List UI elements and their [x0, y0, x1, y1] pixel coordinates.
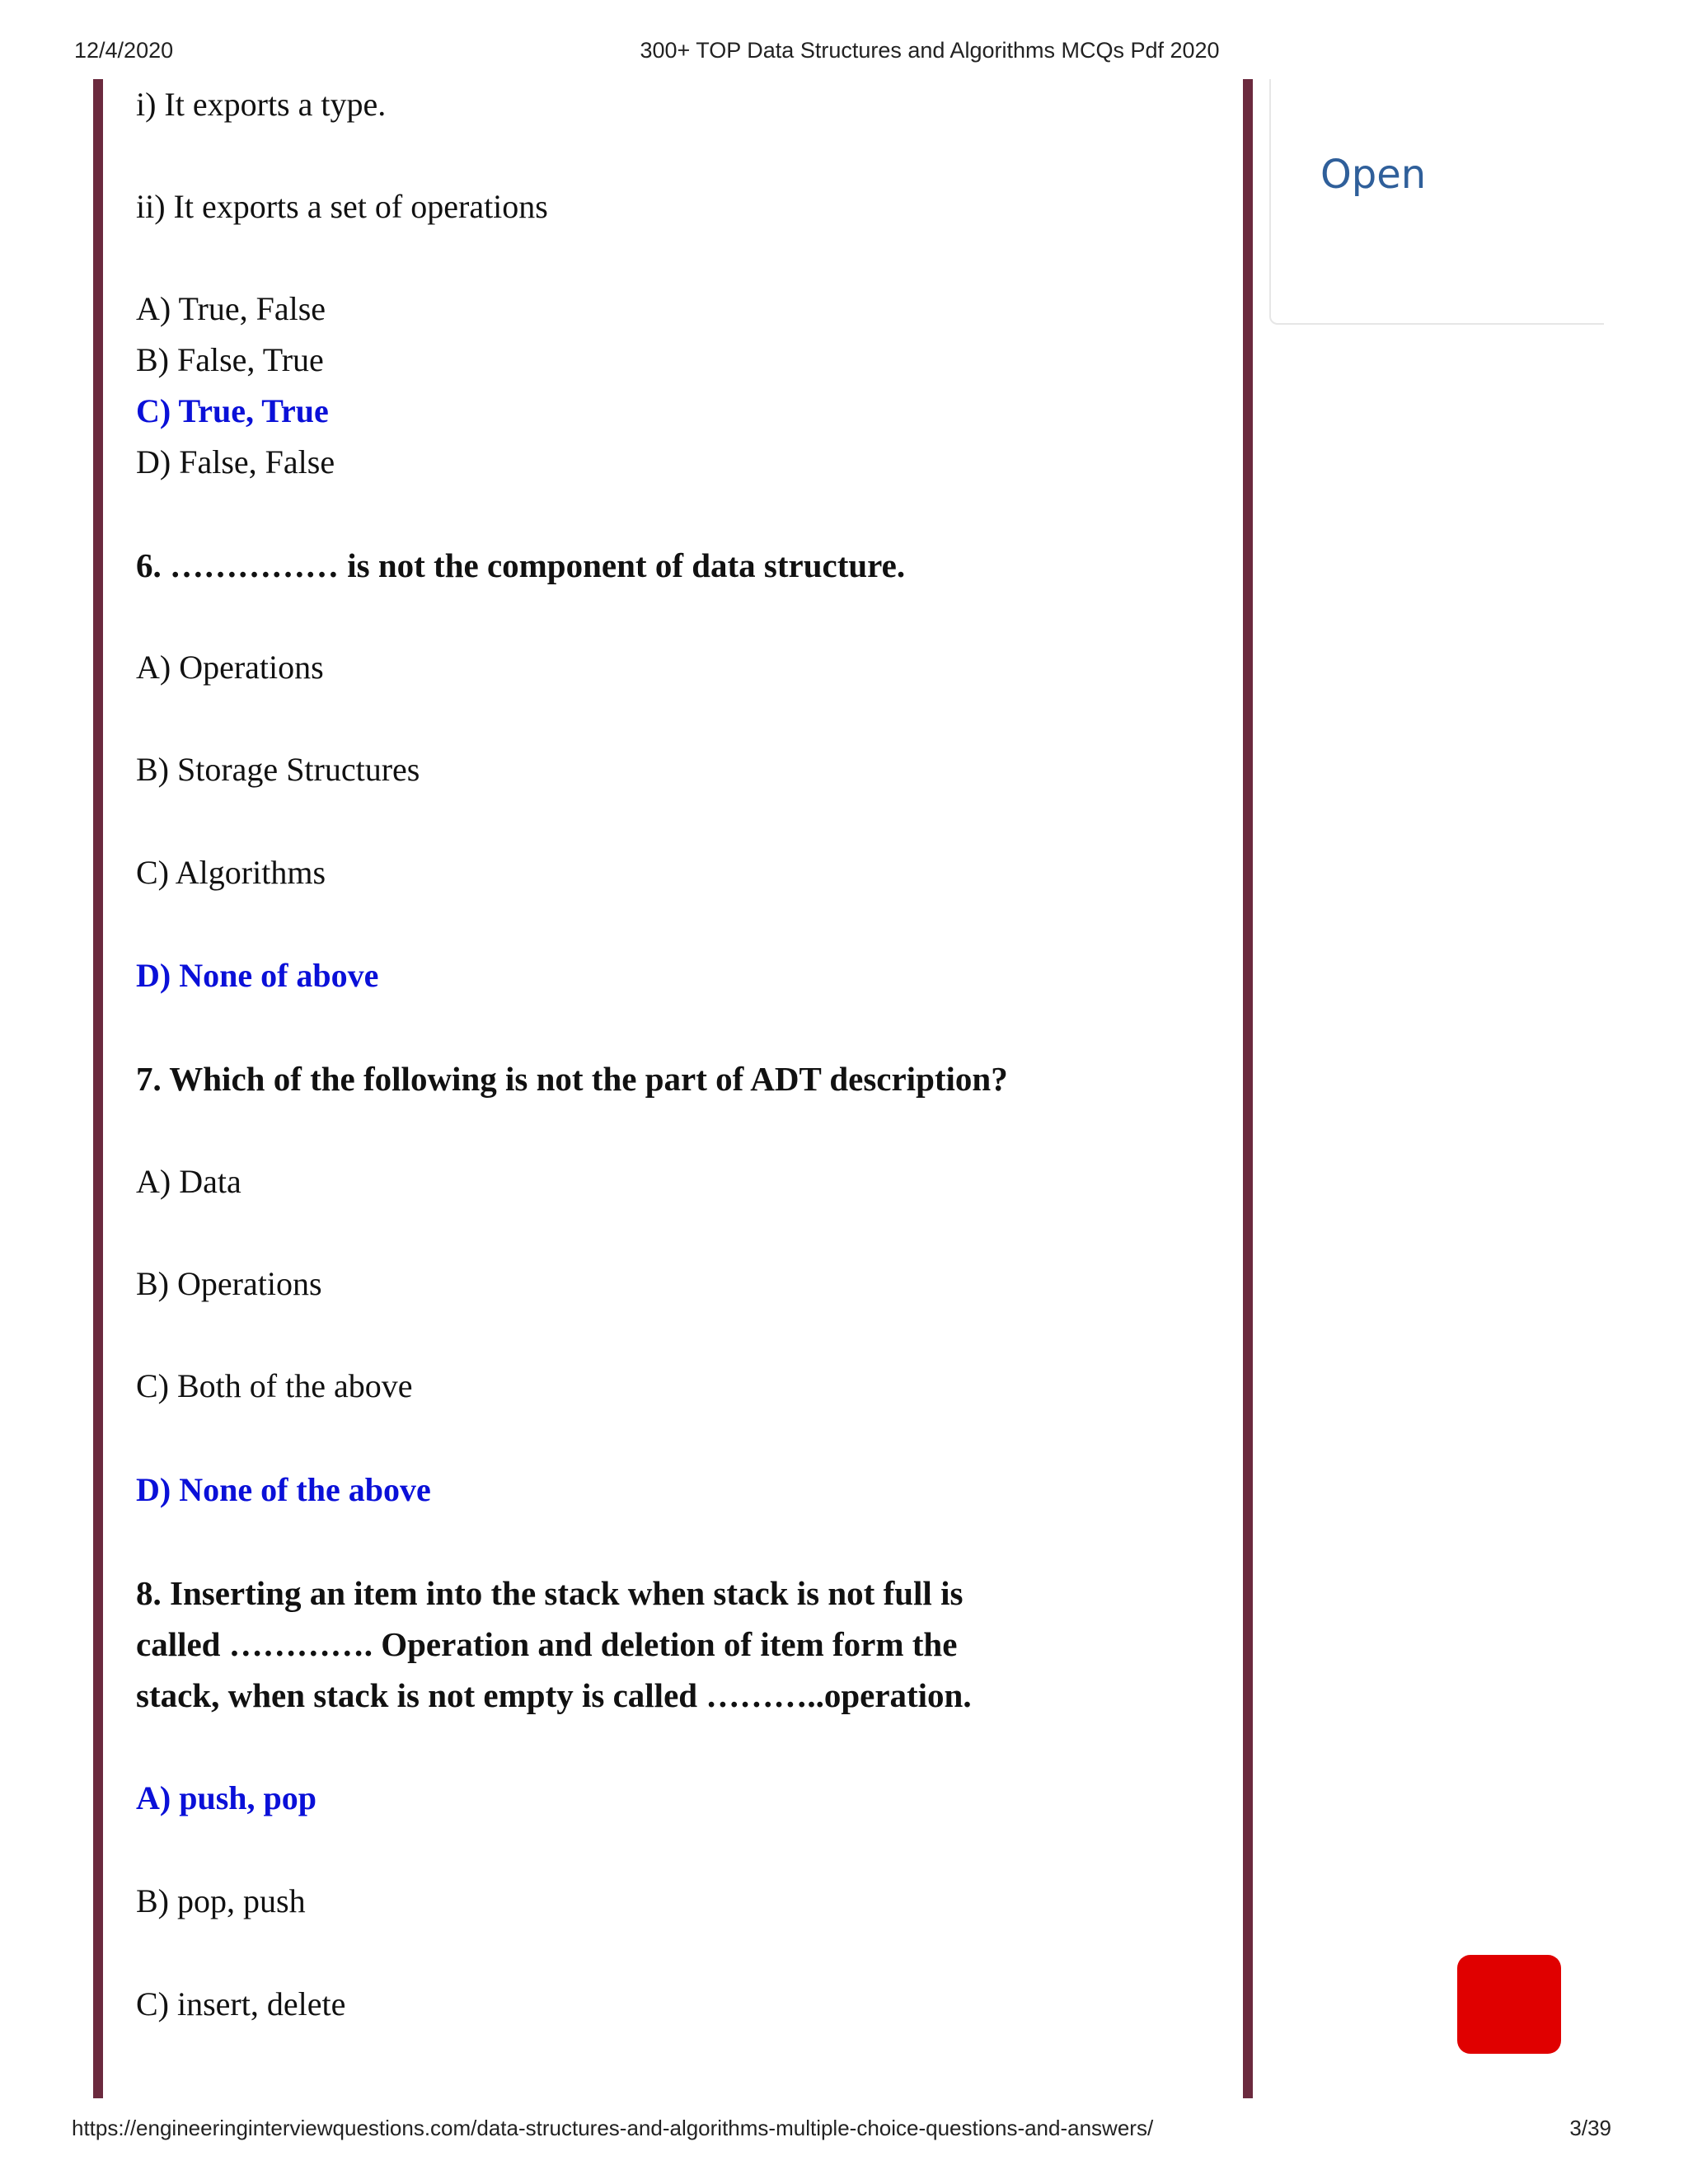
- q6-option-c: C) Algorithms: [136, 854, 326, 891]
- q6-option-d-answer: D) None of above: [136, 957, 379, 994]
- q7-option-d-answer: D) None of the above: [136, 1471, 431, 1508]
- q8-option-b: B) pop, push: [136, 1882, 306, 1919]
- footer-page-number: 3/39: [1569, 2116, 1611, 2140]
- q5-option-a: A) True, False: [136, 290, 326, 327]
- print-date: 12/4/2020: [74, 38, 174, 63]
- q5-statement-1: i) It exports a type.: [136, 86, 387, 123]
- floating-action-button[interactable]: [1457, 1955, 1561, 2054]
- q8-option-c: C) insert, delete: [136, 1985, 346, 2022]
- q6-option-b: B) Storage Structures: [136, 751, 420, 788]
- q6-option-a: A) Operations: [136, 649, 324, 686]
- q8-question-line-1: 8. Inserting an item into the stack when stack is not full is: [136, 1574, 964, 1612]
- q5-option-b: B) False, True: [136, 341, 324, 378]
- q8-question-line-3: stack, when stack is not empty is called ………..operation.: [136, 1676, 972, 1714]
- q7-option-c: C) Both of the above: [136, 1367, 413, 1404]
- q8-option-a-answer: A) push, pop: [136, 1779, 317, 1816]
- left-accent-rail: [93, 79, 103, 2098]
- q7-question: 7. Which of the following is not the part of ADT description?: [136, 1060, 1008, 1098]
- q7-option-b: B) Operations: [136, 1265, 322, 1302]
- q5-statement-2: ii) It exports a set of operations: [136, 188, 548, 225]
- q5-option-c-answer: C) True, True: [136, 392, 329, 429]
- right-accent-rail: [1243, 79, 1253, 2098]
- footer-url: https://engineeringinterviewquestions.com/data-structures-and-algorithms-multiple-choice-questions-and-answers/: [72, 2116, 1154, 2140]
- q7-option-a: A) Data: [136, 1163, 241, 1200]
- print-title: 300+ TOP Data Structures and Algorithms MCQs Pdf 2020: [640, 38, 1220, 63]
- q8-question-line-2: called …………. Operation and deletion of item form the: [136, 1625, 958, 1663]
- q5-option-d: D) False, False: [136, 443, 335, 480]
- q6-question: 6. …………… is not the component of data structure.: [136, 546, 906, 584]
- sidebar-ad-box: [1269, 79, 1604, 325]
- open-link[interactable]: Open: [1320, 152, 1427, 198]
